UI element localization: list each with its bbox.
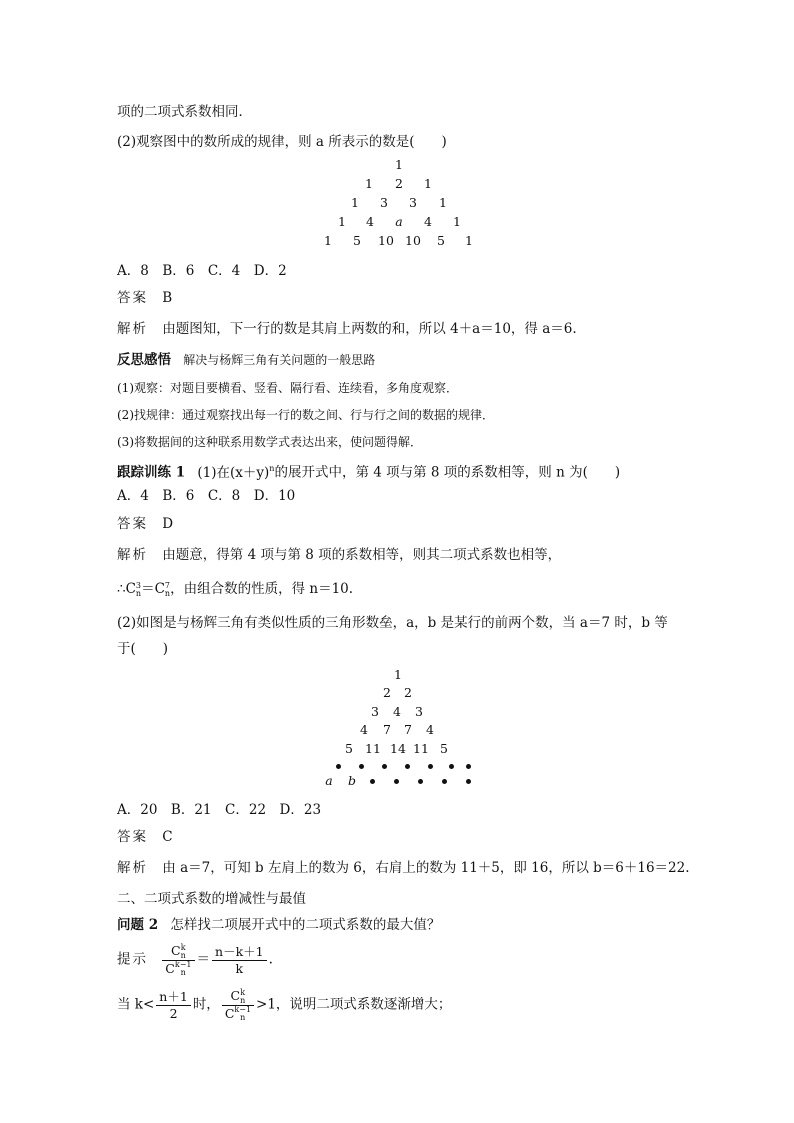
tri1-cell: 1 — [324, 233, 332, 248]
last-fraction: $\frac{n+1}{2}$ — [156, 989, 191, 1022]
tri2-cell: 1 — [394, 667, 402, 682]
tri1-cell: 5 — [437, 233, 445, 248]
practice-question-1: 跟踪训练 1 (1)在$(x+y)^n$的展开式中，第 4 项与第 8 项的系数相等，则 n 为( ) — [117, 464, 621, 481]
tri1-cell: 1 — [351, 195, 359, 210]
tri2-label-a: a — [325, 773, 333, 788]
answer-label: 答案 — [117, 516, 148, 532]
tri2-cell: 7 — [383, 722, 391, 737]
tri2-label-b: b — [347, 773, 356, 788]
practice-question-2-cont: 于( ) — [117, 641, 169, 657]
answer-1 — [117, 289, 172, 307]
tri2-cell: 5 — [440, 741, 448, 756]
tri2-cell: 7 — [404, 722, 412, 737]
tri2-dot — [370, 779, 375, 784]
tri2-dot — [418, 779, 423, 784]
answer-label: 答案 — [117, 290, 148, 306]
tri2-cell: 4 — [426, 722, 434, 737]
tri2-dot — [382, 764, 387, 769]
analysis-label: 解析 — [117, 547, 148, 563]
hint-fraction-right: $\frac{n-k+1}{k}$ — [212, 944, 267, 977]
tri2-dot — [466, 779, 471, 784]
tri2-dot — [442, 779, 447, 784]
practice-question-2: (2)如图是与杨辉三角有类似性质的三角形数垒，a，b 是某行的前两个数，当 a＝7 时，b 等 — [117, 615, 668, 631]
tri2-cell: 2 — [404, 685, 412, 700]
question-2-block — [117, 916, 440, 934]
hint-label: 提示 — [117, 951, 148, 968]
analysis-text: 由 a＝7，可知 b 左肩上的数为 6，右肩上的数为 11＋5，即 16，所以 b＝6＋16＝22. — [162, 860, 690, 876]
tri2-cell: 11 — [365, 741, 381, 756]
question-label: 问题 2 — [117, 917, 159, 933]
answer-label: 答案 — [117, 829, 148, 845]
analysis-label: 解析 — [117, 860, 148, 876]
reflection-point-2: (2)找规律：通过观察找出每一行的数之间、行与行之间的数据的规律． — [117, 408, 495, 422]
answer-value: B — [162, 290, 173, 306]
tri1-cell: 4 — [424, 214, 432, 229]
analysis-3 — [117, 859, 690, 877]
tri1-cell: 1 — [439, 195, 447, 210]
tri2-cell: 4 — [360, 722, 368, 737]
tri2-cell: 14 — [390, 741, 406, 756]
tri1-cell: 10 — [405, 233, 421, 248]
practice-label: 跟踪训练 1 — [117, 464, 186, 481]
reflection-point-1: (1)观察：对题目要横看、竖看、隔行看、连续看，多角度观察． — [117, 381, 459, 395]
question-2: (2)观察图中的数所成的规律，则 a 所表示的数是( ) — [117, 134, 447, 150]
intro-text: 项的二项式系数相同． — [117, 104, 252, 120]
options-3: A．20 B．21 C．22 D．23 — [117, 802, 322, 818]
answer-value: D — [162, 516, 174, 532]
hint-fraction-left: C k n C k−1 n — [162, 943, 194, 977]
tri1-cell: 10 — [378, 233, 394, 248]
tri2-dot — [449, 764, 454, 769]
tri1-cell: 1 — [465, 233, 473, 248]
tri1-cell: 2 — [395, 176, 403, 191]
reflection-title: 反思感悟 — [117, 352, 171, 368]
tri2-cell: 3 — [415, 704, 423, 719]
tri2-cell: 2 — [383, 685, 391, 700]
tri1-cell: 4 — [366, 214, 374, 229]
tri2-dot — [428, 764, 433, 769]
answer-3 — [117, 828, 173, 846]
options-1: A．8 B．6 C．4 D．2 — [117, 263, 287, 279]
analysis-2 — [117, 546, 561, 564]
tri1-cell: 1 — [424, 176, 432, 191]
answer-2 — [117, 515, 173, 533]
analysis-label: 解析 — [117, 321, 148, 337]
question-text: 怎样找二项展开式中的二项式系数的最大值？ — [170, 917, 441, 933]
tri2-dot — [405, 764, 410, 769]
tri2-cell: 5 — [345, 741, 353, 756]
tri1-cell: 1 — [365, 176, 373, 191]
tri2-dot — [336, 764, 341, 769]
reflection-point-3: (3)将数据间的这种联系用数学式表达出来，使问题得解． — [117, 435, 423, 449]
tri1-cell: a — [395, 214, 403, 229]
tri2-cell: 3 — [371, 704, 379, 719]
tri2-cell: 4 — [393, 704, 401, 719]
reflection-subtitle: 解决与杨辉三角有关问题的一般思路 — [183, 353, 376, 367]
tri1-cell: 3 — [409, 195, 417, 210]
tri1-cell: 1 — [453, 214, 461, 229]
answer-value: C — [162, 829, 173, 845]
tri2-cell: 11 — [413, 741, 429, 756]
tri2-dot — [394, 779, 399, 784]
tri1-cell: 3 — [380, 195, 388, 210]
analysis-1 — [117, 320, 577, 338]
last-ratio-fraction: C k n C k−1 n — [222, 988, 254, 1022]
tri1-cell: 1 — [395, 157, 403, 172]
analysis-text: 由题图知，下一行的数是其肩上两数的和，所以 4＋a＝10，得 a＝6. — [162, 321, 577, 337]
reflection-heading — [117, 351, 375, 369]
hint-line: 提示 C k n C k−1 n ＝ $\frac{n-k+1}{k}$ . — [117, 942, 273, 977]
tri1-cell: 5 — [353, 233, 361, 248]
analysis-text: 由题意，得第 4 项与第 8 项的系数相等，则其二项式系数也相等， — [162, 547, 562, 563]
tri2-dot — [466, 764, 471, 769]
analysis-2-formula: ∴C 3 n ＝C 7 n ，由组合数的性质，得 n＝10. — [117, 580, 354, 598]
last-line: 当 k< $\frac{n+1}{2}$ 时， C k n C k−1 n >1，说明二项式系数逐渐增大； — [117, 987, 452, 1022]
options-2: A．4 B．6 C．8 D．10 — [117, 488, 296, 504]
tri2-dot — [359, 764, 364, 769]
section-2-heading: 二、二项式系数的增减性与最值 — [117, 891, 306, 907]
tri1-cell: 1 — [338, 214, 346, 229]
